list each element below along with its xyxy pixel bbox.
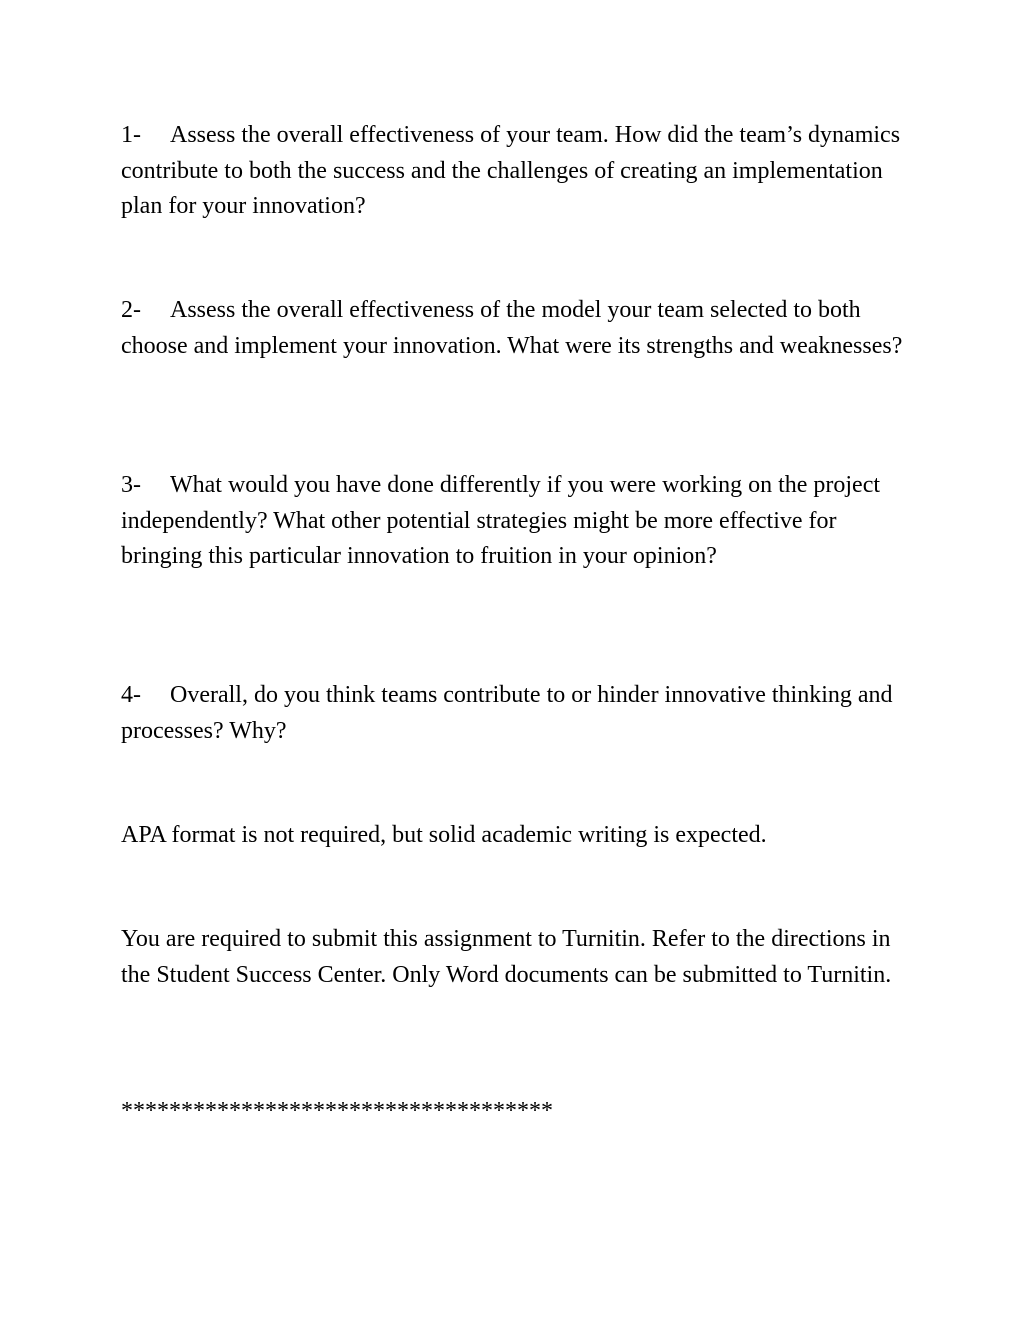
question-4 (121, 678, 911, 749)
question-number: 4- (121, 682, 141, 708)
question-text: Overall, do you think teams contribute to or hinder innovative thinking and processes? Why? (121, 682, 893, 744)
question-text: What would you have done differently if you were working on the project independently? What other potential strategies might be more effective for bringing this particular innovation to fruition in your opinion? (121, 472, 881, 569)
question-number: 3- (121, 472, 141, 498)
question-2 (121, 293, 911, 364)
question-text: Assess the overall effectiveness of the model your team selected to both choose and implement your innovation. What were its strengths and weaknesses? (121, 297, 903, 359)
question-number: 1- (121, 122, 141, 148)
question-number: 2- (121, 297, 141, 323)
question-1 (121, 118, 911, 225)
asterisk-separator: ************************************ (121, 1098, 553, 1124)
apa-format-note: APA format is not required, but solid academic writing is expected. (121, 822, 767, 848)
turnitin-note: You are required to submit this assignment to Turnitin. Refer to the directions in the Student Success Center. Only Word documents can be submitted to Turnitin. (121, 926, 892, 988)
question-3 (121, 468, 911, 575)
question-text: Assess the overall effectiveness of your team. How did the team’s dynamics contribute to both the success and the challenges of creating an implementation plan for your innovation? (121, 122, 901, 219)
